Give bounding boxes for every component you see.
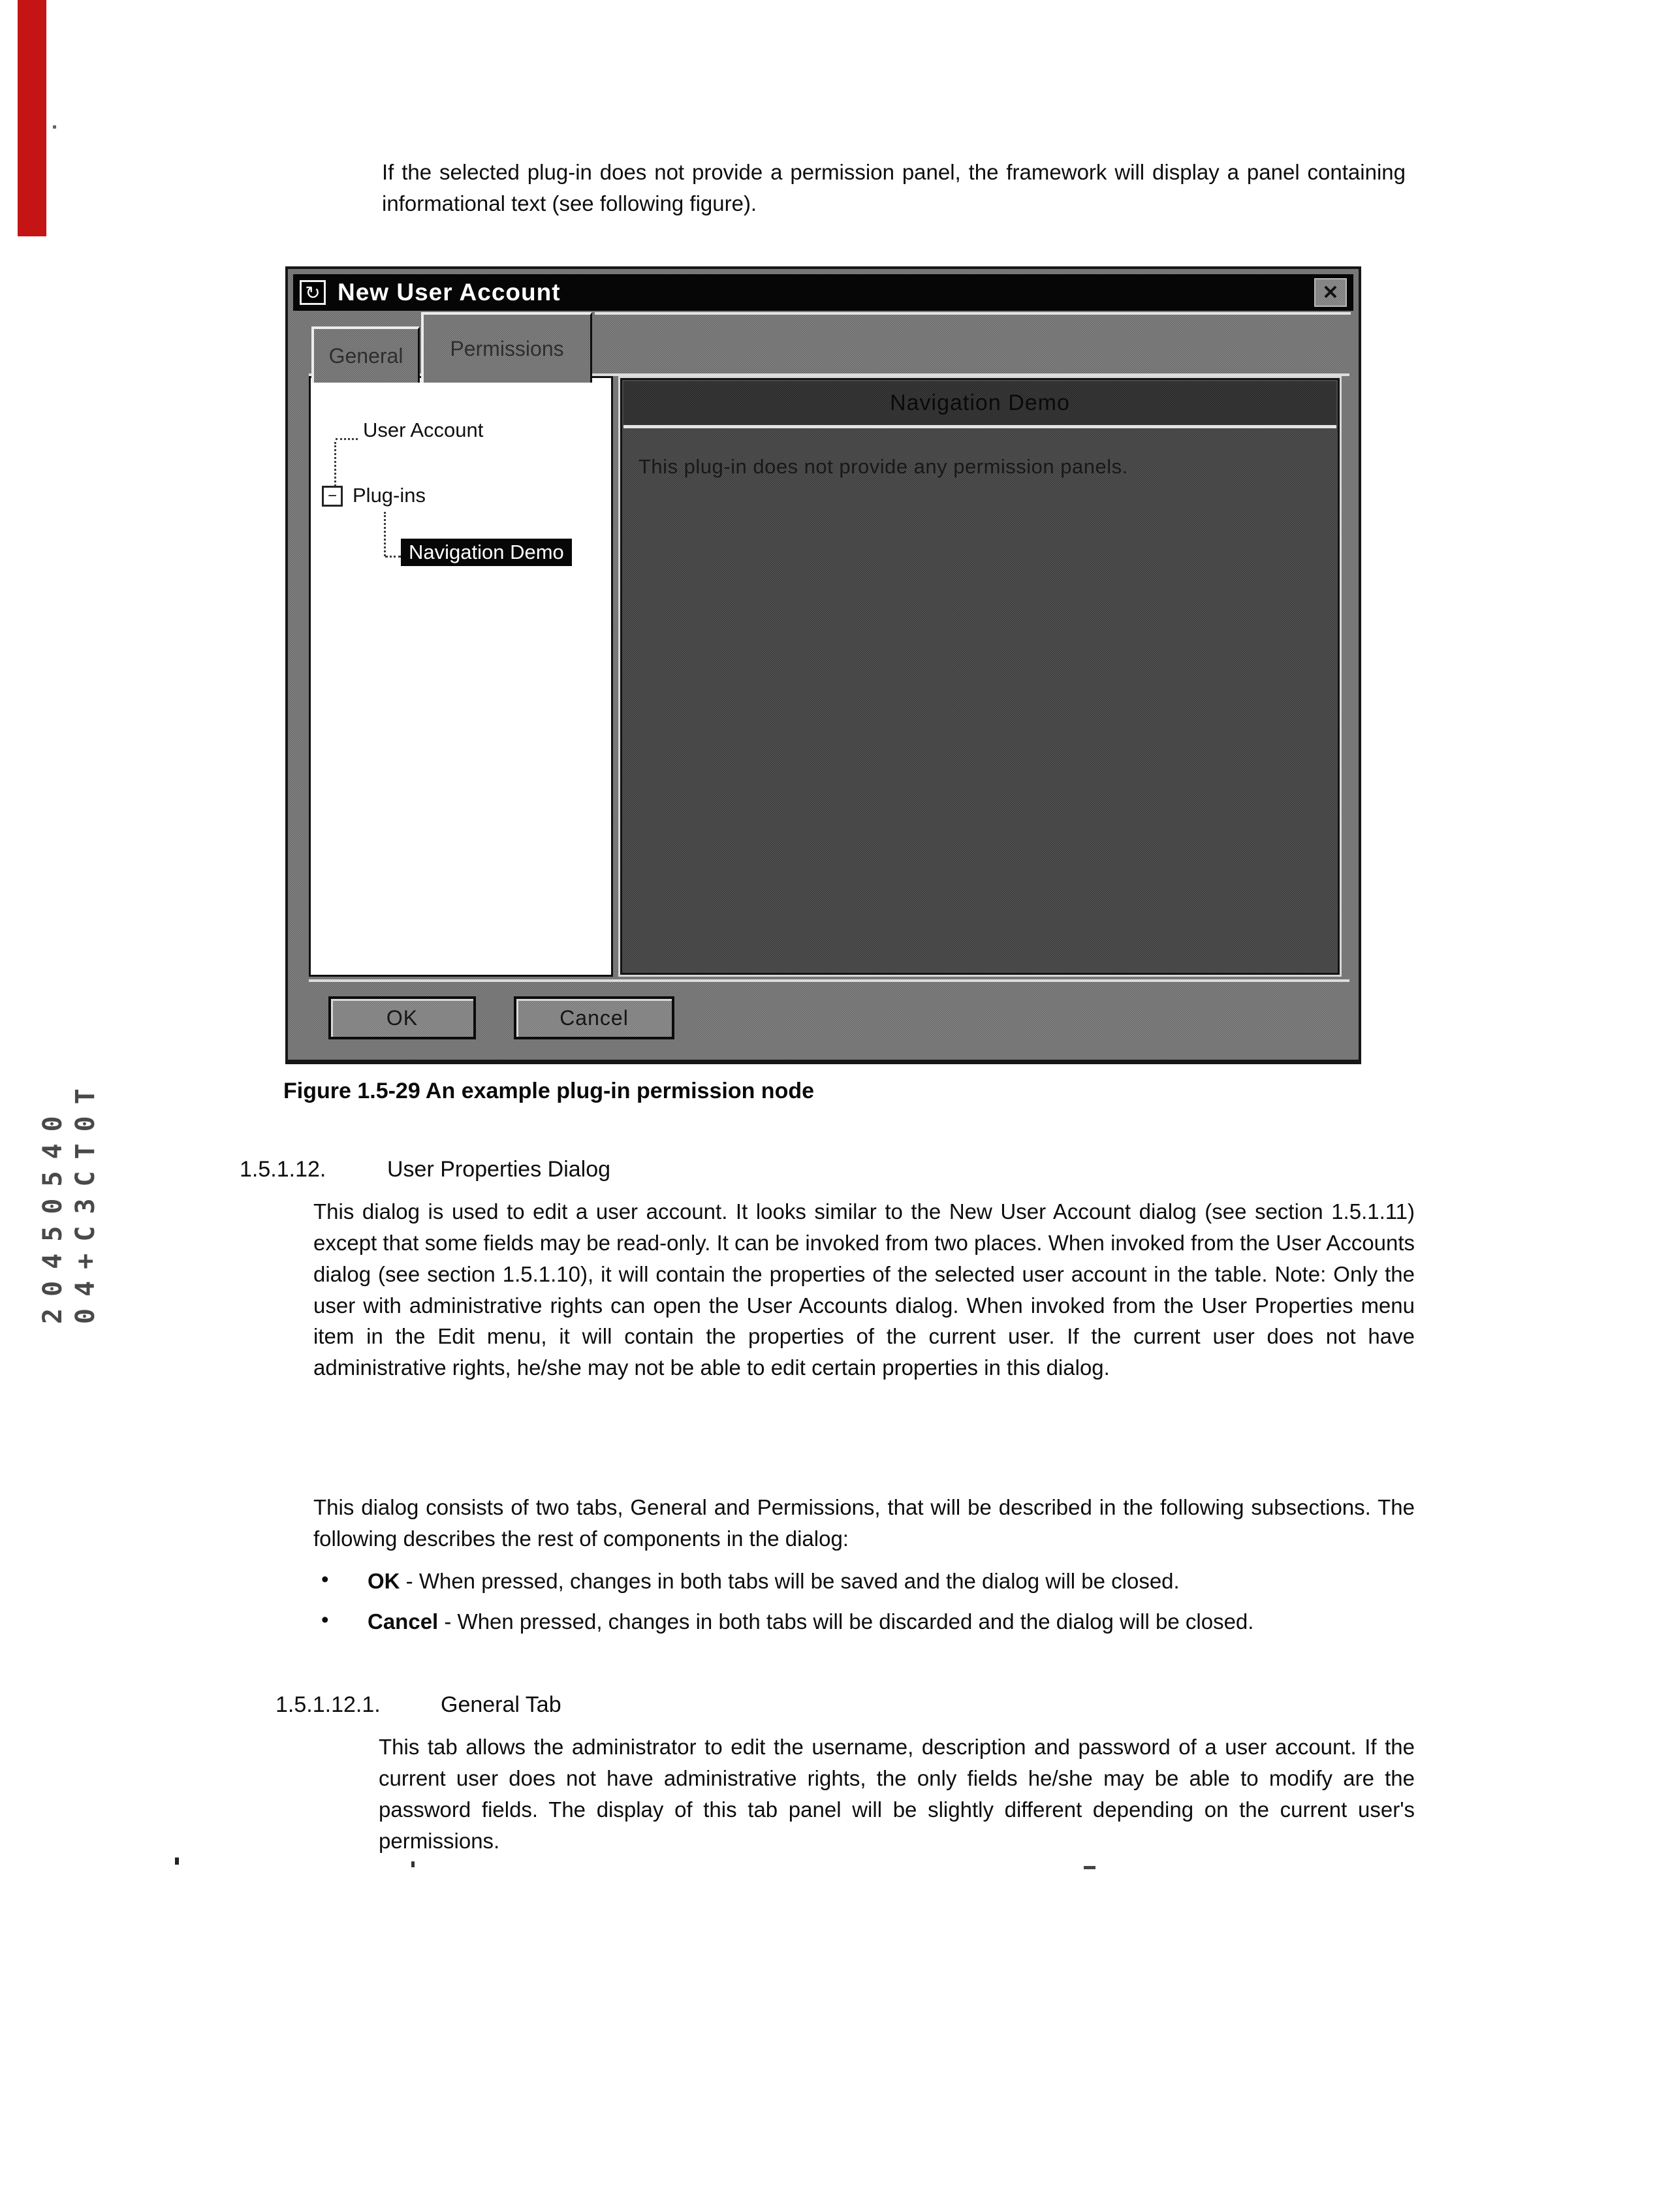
tree-collapse-icon[interactable]: − <box>322 486 343 507</box>
tree-connector <box>384 512 386 556</box>
close-button[interactable] <box>1314 278 1347 307</box>
subsection-number: 1.5.1.12.1. <box>276 1692 381 1717</box>
tree-item-user-account[interactable]: User Account <box>363 419 484 441</box>
new-user-account-dialog <box>285 266 1361 1064</box>
permission-tree-panel <box>309 376 613 977</box>
stamp-line-1: 20450540 <box>38 1104 68 1324</box>
dialog-titlebar[interactable] <box>293 274 1353 311</box>
permission-info-panel <box>618 376 1342 977</box>
cancel-button[interactable] <box>514 996 674 1039</box>
sideways-document-stamp <box>38 691 101 1324</box>
tab-general[interactable] <box>311 326 420 383</box>
bullet-icon: • <box>321 1567 329 1591</box>
cancel-button-label: Cancel <box>559 1005 629 1030</box>
bullet-desc: - When pressed, changes in both tabs will be discarded and the dialog will be closed. <box>438 1609 1254 1634</box>
ok-button-label: OK <box>386 1005 418 1030</box>
bullet-list <box>321 1566 1415 1647</box>
list-item <box>321 1606 1415 1637</box>
ok-button[interactable] <box>328 996 476 1039</box>
panel-bottom-highlight-line <box>309 979 1349 982</box>
section-title: User Properties Dialog <box>387 1157 611 1182</box>
tab-row-highlight-line <box>595 312 1351 315</box>
bullet-term: OK <box>368 1569 400 1593</box>
intro-paragraph: If the selected plug-in does not provide a permission panel, the framework will display a panel containing informational text (see following figure). <box>382 160 1406 215</box>
stamp-line-2: 04+C3CT0T <box>71 1077 101 1324</box>
subsection-paragraph: This tab allows the administrator to edit the username, description and password of a user account. If the current user does not have administrative rights, the only fields he/she may be able to modify are the password fields. The display of this tab panel will be slightly different depending on the current user's permissions. <box>379 1735 1415 1853</box>
red-margin-stripe <box>18 0 46 236</box>
section-paragraph-2: This dialog consists of two tabs, General and Permissions, that will be described in the following subsections. The following describes the rest of components in the dialog: <box>313 1495 1415 1551</box>
section-paragraph-1: This dialog is used to edit a user account. It looks similar to the New User Account dialog (see section 1.5.1.11) except that some fields may be read-only. It can be invoked from two places. When invoked from the User Accounts dialog (see section 1.5.1.10), it will contain the properties of the selected user account in the table. Note: Only the user with administrative rights can open the User Accounts dialog. When invoked from the User Properties menu item in the Edit menu, it will contain the properties of the current user. If the current user does not have administrative rights, he/she may not be able to edit certain properties in this dialog. <box>313 1199 1415 1380</box>
tab-permissions[interactable] <box>421 312 592 383</box>
info-panel-header: Navigation Demo <box>623 381 1336 428</box>
tree-item-navigation-demo-selected[interactable]: Navigation Demo <box>401 539 572 566</box>
bullet-icon: • <box>321 1607 329 1632</box>
scan-speck <box>53 125 56 129</box>
tree-connector <box>334 442 336 486</box>
list-item <box>321 1566 1415 1597</box>
info-panel-message: This plug-in does not provide any permission panels. <box>638 455 1128 478</box>
tree-item-plug-ins[interactable]: Plug-ins <box>353 484 426 507</box>
tab-general-label: General <box>328 343 403 368</box>
subsection-title: General Tab <box>441 1692 561 1717</box>
tree-connector <box>336 438 358 440</box>
dialog-title: New User Account <box>338 279 561 306</box>
app-icon[interactable]: ↻ <box>300 280 326 305</box>
tree-connector <box>385 556 401 558</box>
bullet-desc: - When pressed, changes in both tabs will be saved and the dialog will be closed. <box>400 1569 1180 1593</box>
scan-speck <box>1084 1866 1095 1869</box>
tab-permissions-label: Permissions <box>450 336 564 360</box>
figure-caption: Figure 1.5-29 An example plug-in permission node <box>283 1079 815 1103</box>
bullet-term: Cancel <box>368 1609 439 1634</box>
scan-speck <box>175 1857 179 1865</box>
section-number: 1.5.1.12. <box>240 1157 326 1182</box>
scan-speck <box>411 1861 415 1867</box>
close-icon: ✕ <box>1322 281 1339 304</box>
